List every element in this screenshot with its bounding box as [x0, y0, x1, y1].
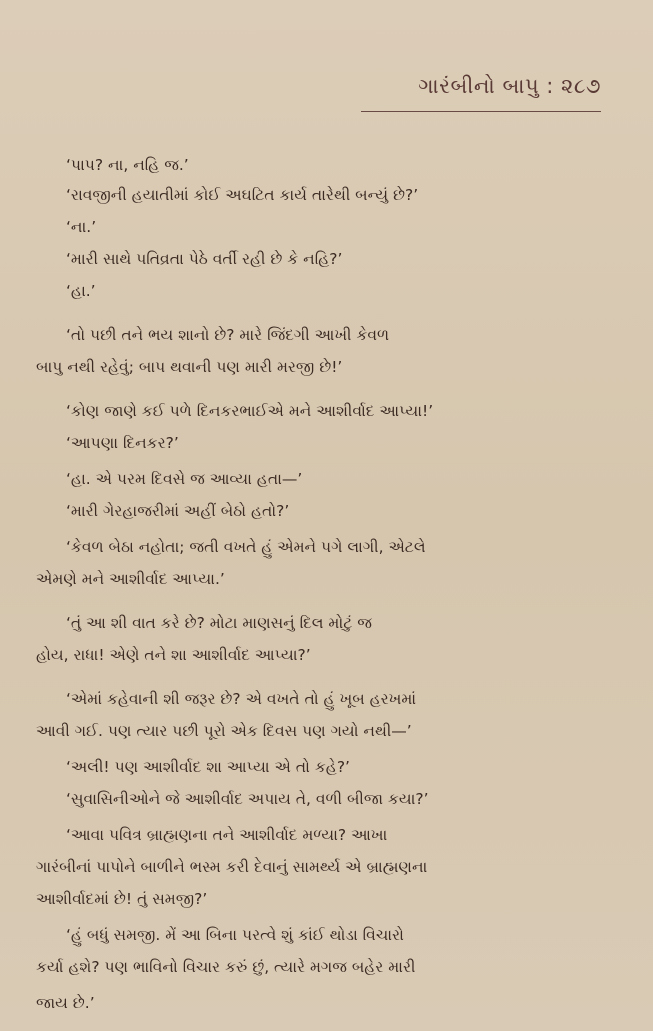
- text-line: ‘મારી ગેરહાજરીમાં અહીં બેઠો હતો?’: [66, 502, 290, 520]
- header-underline: [361, 111, 601, 112]
- text-line: ‘તું આ શી વાત કરે છે? મોટા માણસનું દિલ મોટું જ: [66, 614, 372, 632]
- text-line: કર્યા હશે? પણ ભાવિનો વિચાર કરું છું, ત્યારે મગજ બહેર મારી: [36, 958, 416, 976]
- text-line: ‘આવા પવિત્ર બ્રાહ્મણના તને આશીર્વાદ મળ્યા? આખા: [66, 826, 388, 844]
- text-line: ‘હું બધું સમજી. મેં આ બિના પરત્વે શું કાંઈ થોડા વિચારો: [66, 926, 404, 944]
- running-head: ગારંબીનો બાપુ : ૨૮૭: [418, 74, 601, 98]
- text-line: ‘કોણ જાણે કઈ પળે દિનકરભાઈએ મને આશીર્વાદ આપ્યા!’: [66, 402, 434, 420]
- text-line: ‘મારી સાથે પતિવ્રતા પેઠે વર્તી રહી છે કે નહિ?’: [66, 250, 343, 268]
- text-line: ‘કેવળ બેઠા નહોતા; જતી વખતે હું એમને પગે લાગી, એટલે: [66, 538, 426, 556]
- text-line: ‘એમાં કહેવાની શી જરૂર છે? એ વખતે તો હું ખૂબ હરખમાં: [66, 690, 417, 708]
- text-line: ‘પાપ? ના, નહિ જ.’: [66, 156, 189, 174]
- text-line: ‘સુવાસિનીઓને જે આશીર્વાદ અપાય તે, વળી બીજા કયા?’: [66, 790, 429, 808]
- text-line: બાપુ નથી રહેવું; બાપ થવાની પણ મારી મરજી છે!’: [36, 358, 343, 376]
- text-line: આવી ગઈ. પણ ત્યાર પછી પૂરો એક દિવસ પણ ગયો નથી—’: [36, 722, 412, 740]
- text-line: ‘અલી! પણ આશીર્વાદ શા આપ્યા એ તો કહે?’: [66, 758, 350, 776]
- text-line: ‘આપણા દિનકર?’: [66, 434, 179, 452]
- text-line: ‘ના.’: [66, 218, 97, 236]
- text-line: એમણે મને આશીર્વાદ આપ્યા.’: [36, 570, 225, 588]
- text-line: હોય, રાધા! એણે તને શા આશીર્વાદ આપ્યા?’: [36, 646, 311, 664]
- text-line: ‘તો પછી તને ભય શાનો છે? મારે જિંદગી આખી કેવળ: [66, 326, 390, 344]
- text-line: જાય છે.’: [36, 994, 95, 1012]
- text-line: ગારંબીનાં પાપોને બાળીને ભસ્મ કરી દેવાનું સામર્થ્ય એ બ્રાહ્મણના: [36, 858, 428, 876]
- text-line: આશીર્વાદમાં છે! તું સમજી?’: [36, 890, 208, 908]
- text-line: ‘રાવજીની હયાતીમાં કોઈ અઘટિત કાર્ય તારેથી બન્યું છે?’: [66, 186, 419, 204]
- text-line: ‘હા.’: [66, 282, 96, 300]
- text-line: ‘હા. એ પરમ દિવસે જ આવ્યા હતા—’: [66, 470, 303, 488]
